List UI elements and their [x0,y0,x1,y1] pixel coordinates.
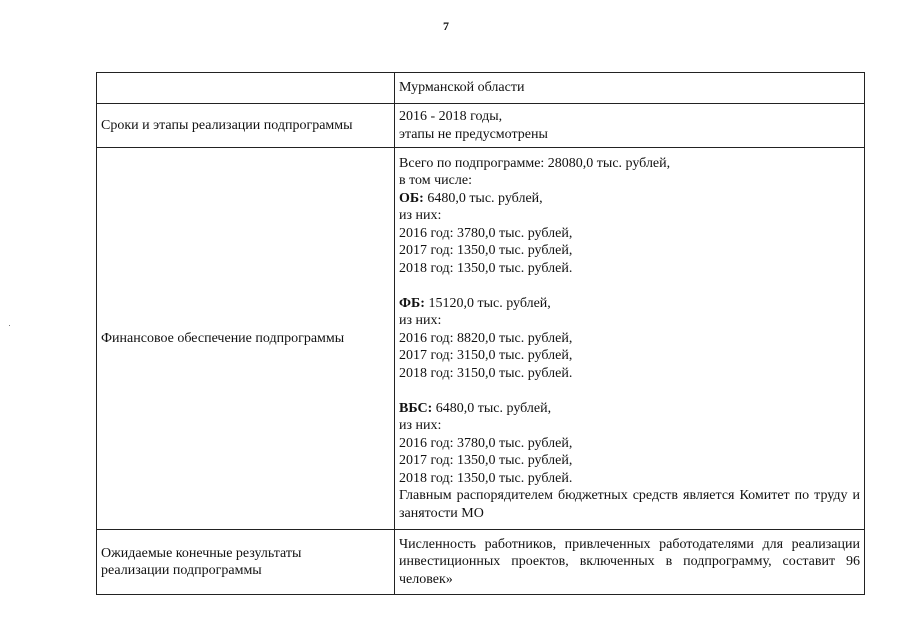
including-text: в том числе: [399,173,472,189]
blank-line [399,382,860,400]
row-label-cell [97,530,395,595]
row-label-cell [97,73,395,104]
of-which-text: из них: [399,208,442,224]
source-abbrev: ФБ: [399,295,425,311]
of-which-text: из них: [399,313,442,329]
row-label-cell: Сроки и этапы реализации подпрограммы [97,104,395,148]
region-text: Мурманской области [399,80,525,96]
results-label-line: реализации подпрограммы [101,563,262,578]
year-line: 2017 год: 3150,0 тыс. рублей, [399,348,573,364]
of-which-text: из них: [399,418,442,434]
row-label-cell: Финансовое обеспечение подпрограммы [97,148,395,530]
table-row [97,104,865,148]
funding-source-vbs [399,400,860,418]
table-row [97,530,865,595]
row-value-cell [395,73,865,104]
row-value-cell [395,530,865,595]
year-line: 2016 год: 3780,0 тыс. рублей, [399,435,573,451]
year-line: 2018 год: 1350,0 тыс. рублей. [399,470,573,486]
funding-source-ob [399,190,860,208]
subprogram-passport-table [96,72,865,595]
results-label-line: Ожидаемые конечные результаты [101,545,302,561]
expected-results-text: Численность работников, привлеченных работодателями для реализации инвестиционных проектов, включенных в подпрограмму, составит 96 человек» [399,536,860,587]
source-amount: 15120,0 тыс. рублей, [424,295,551,311]
stages-text: этапы не предусмотрены [399,126,548,142]
source-abbrev: ВБС: [399,400,433,416]
year-line: 2018 год: 1350,0 тыс. рублей. [399,260,573,276]
page-number: 7 [443,19,449,33]
funding-source-fb [399,295,860,313]
year-line: 2016 год: 3780,0 тыс. рублей, [399,225,573,241]
row-value-cell [395,104,865,148]
year-line: 2017 год: 1350,0 тыс. рублей, [399,453,573,469]
year-line: 2016 год: 8820,0 тыс. рублей, [399,330,573,346]
source-amount: 6480,0 тыс. рублей, [432,400,552,416]
total-text: Всего по подпрограмме: 28080,0 тыс. рублей, [399,155,671,171]
source-abbrev: ОБ: [399,190,424,206]
year-line: 2018 год: 3150,0 тыс. рублей. [399,365,573,381]
blank-line [399,277,860,295]
budget-manager-note: Главным распорядителем бюджетных средств является Комитет по труду и занятости МО [399,488,860,521]
period-text: 2016 - 2018 годы, [399,109,503,124]
table-row [97,148,865,530]
scan-speck [9,325,10,326]
financing-cell [395,148,865,530]
table-row [97,73,865,104]
year-line: 2017 год: 1350,0 тыс. рублей, [399,243,573,259]
source-amount: 6480,0 тыс. рублей, [423,190,543,206]
